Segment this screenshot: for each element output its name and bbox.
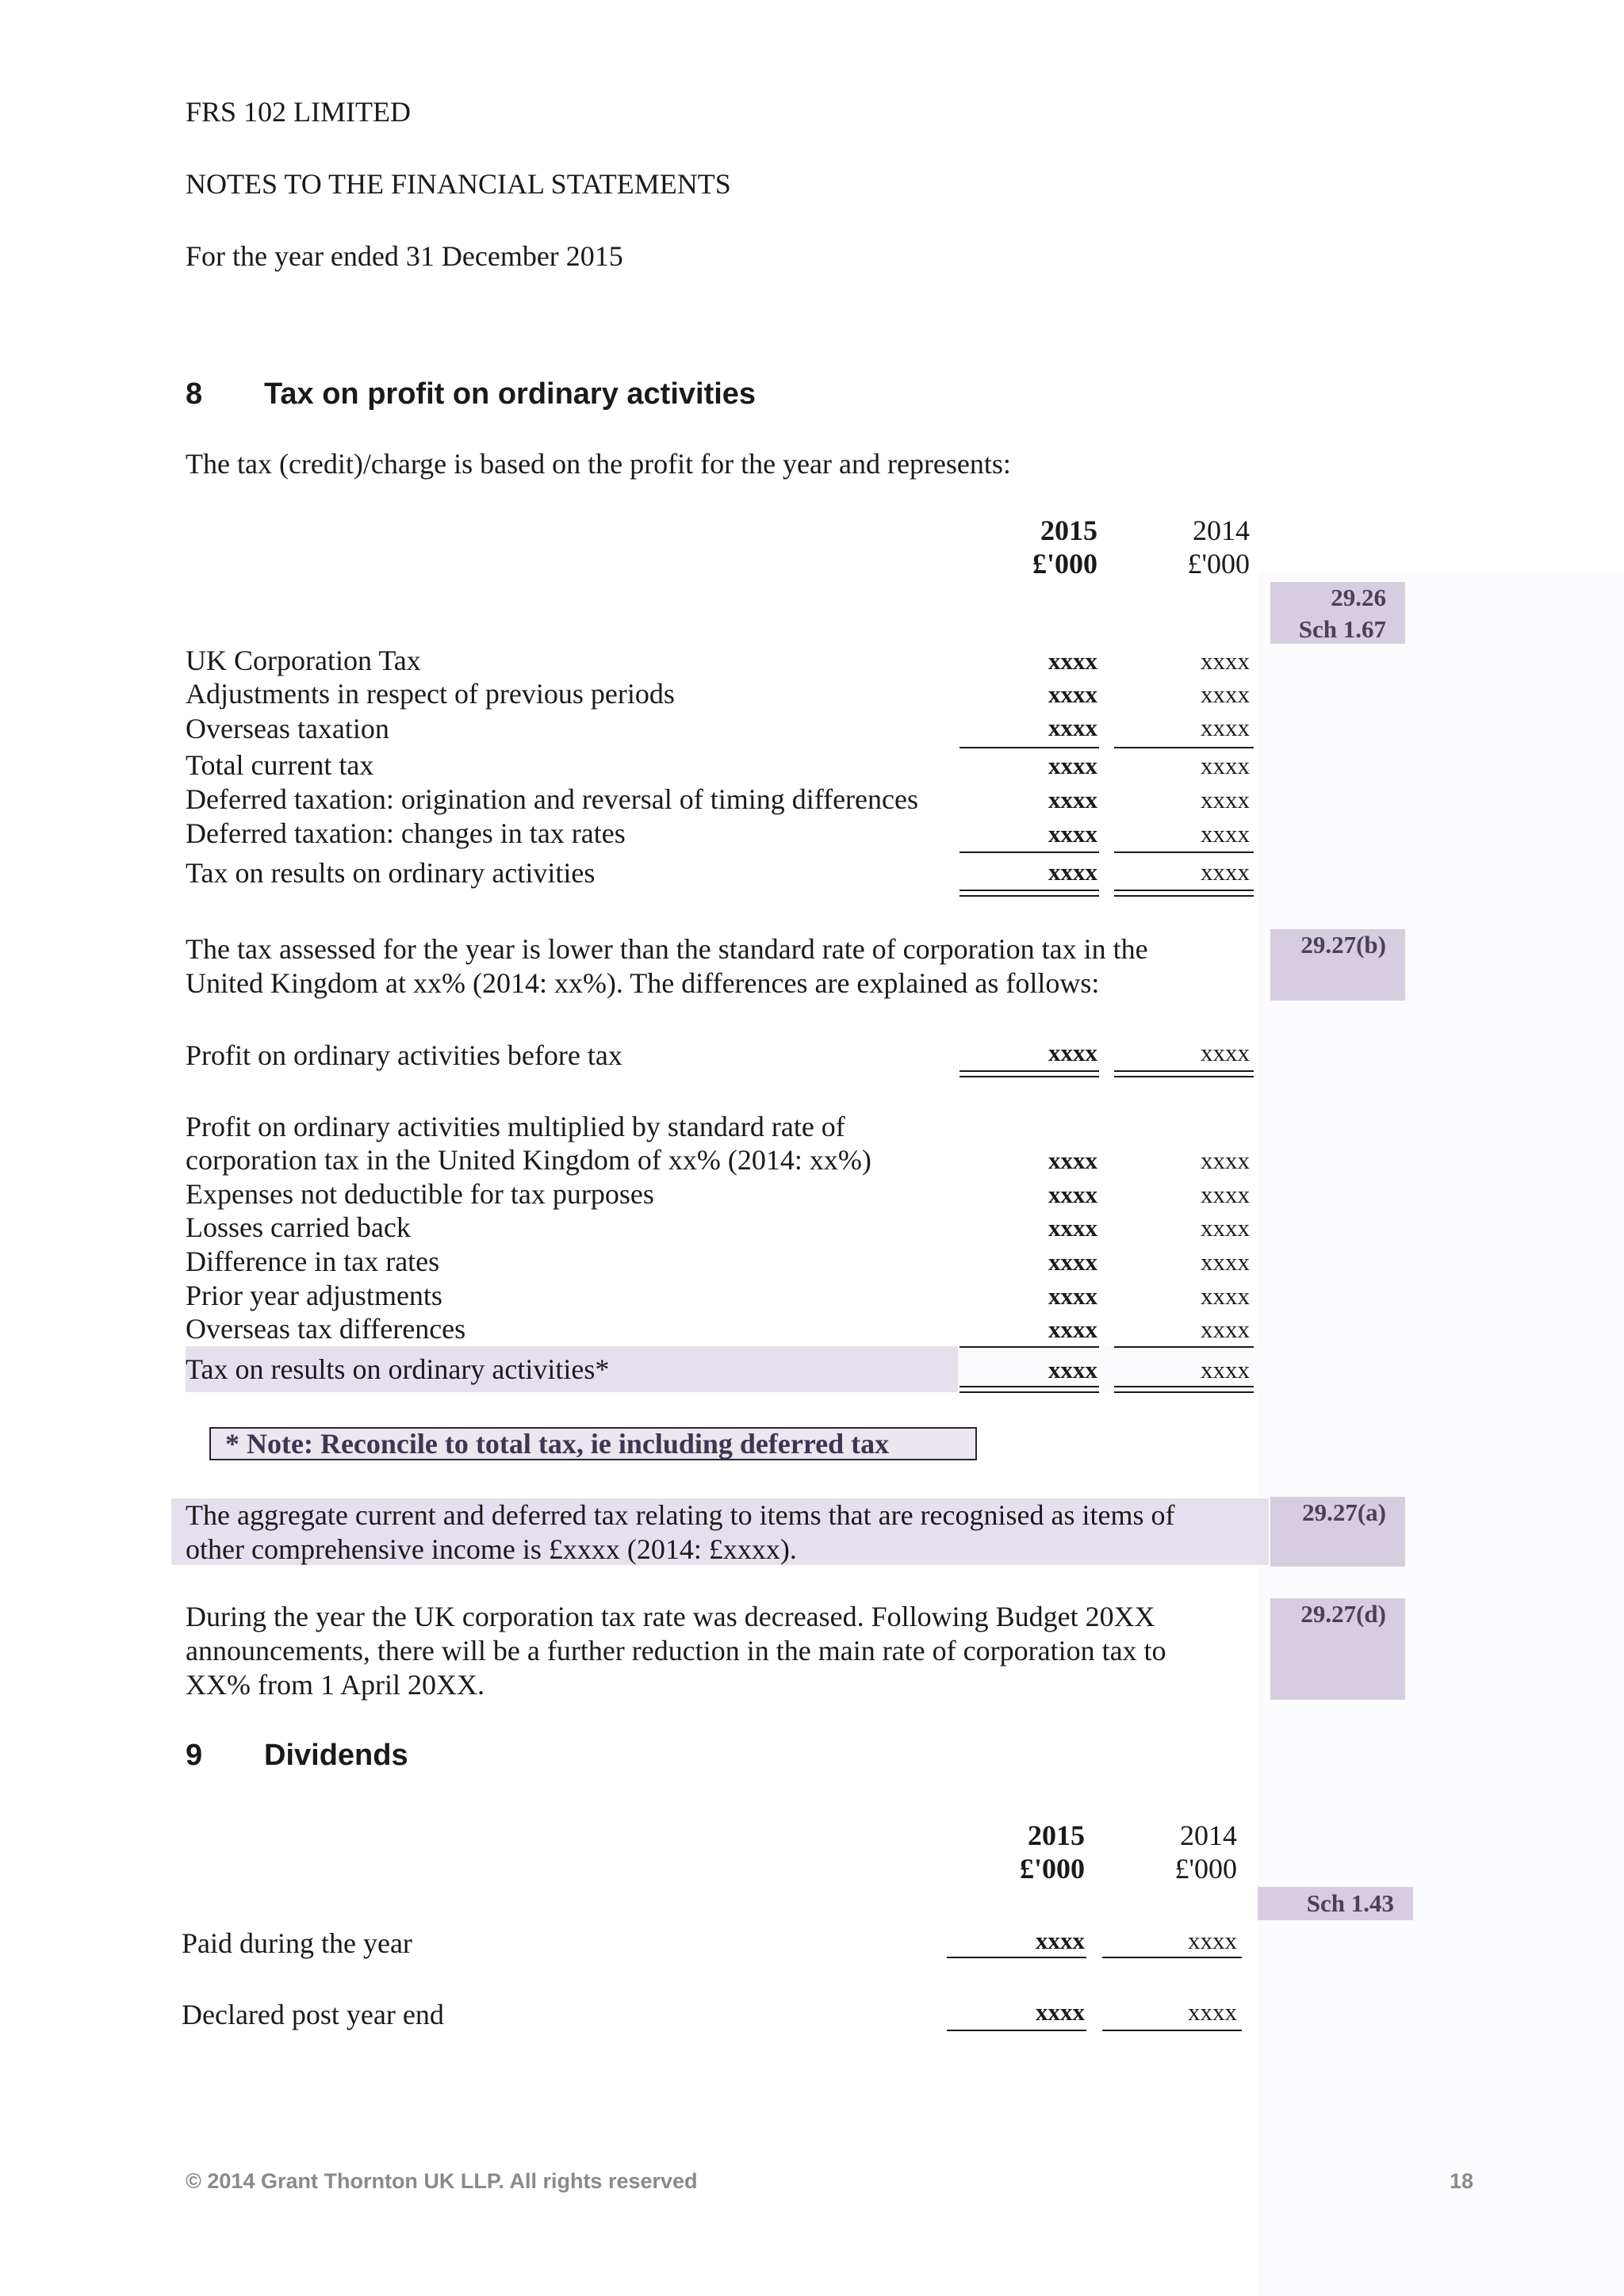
table-row-label: Tax on results on ordinary activities — [186, 857, 596, 889]
note-9-heading: Dividends — [264, 1739, 408, 1772]
profit-before-tax-2015: xxxx — [1048, 1039, 1097, 1066]
table-cell-2015: xxxx — [1048, 1282, 1097, 1310]
reconcile-note-text: * Note: Reconcile to total tax, ie including deferred tax — [225, 1428, 890, 1460]
reference-badge-29-27b — [1270, 929, 1405, 1001]
company-name: FRS 102 LIMITED — [186, 96, 412, 128]
table-row-label: Prior year adjustments — [186, 1280, 442, 1311]
table-cell-2014: xxxx — [1201, 1282, 1250, 1310]
period-text: For the year ended 31 December 2015 — [186, 240, 623, 272]
table-cell-2014: xxxx — [1201, 714, 1250, 741]
table-cell-2014: xxxx — [1201, 1146, 1250, 1174]
dividends-col-header-2015: 2015 — [1028, 1820, 1085, 1851]
table-cell-2015: xxxx — [1048, 820, 1097, 848]
dividend-rule-2014 — [1102, 2030, 1242, 2031]
table-cell-2015: xxxx — [1048, 1181, 1097, 1208]
table-cell-2015: xxxx — [1048, 858, 1097, 886]
table-cell-2014: xxxx — [1188, 1998, 1237, 2026]
reconcile-note-box — [209, 1427, 977, 1460]
profit-before-tax-label: Profit on ordinary activities before tax — [186, 1039, 622, 1071]
col-header-2014: 2014 — [1193, 515, 1250, 546]
note-8-intro: The tax (credit)/charge is based on the profit for the year and represents: — [186, 448, 1011, 480]
note-8-heading: Tax on profit on ordinary activities — [264, 377, 756, 411]
dividends-col-unit-2015: £'000 — [1019, 1853, 1085, 1885]
dividend-rule-2015 — [947, 2030, 1086, 2031]
subtotal-rule-2015 — [959, 1346, 1099, 1348]
rate-text-line-1: During the year the UK corporation tax rate was decreased. Following Budget 20XX — [186, 1601, 1155, 1632]
table-cell-2014: xxxx — [1201, 1248, 1250, 1276]
col-unit-2014: £'000 — [1187, 548, 1250, 580]
reference-column-background — [1258, 571, 1624, 2296]
total-double-rule-2014 — [1114, 890, 1254, 897]
reference-29-27b: 29.27(b) — [1300, 931, 1386, 959]
rate-text-line-2: announcements, there will be a further reduction in the main rate of corporation tax to — [186, 1635, 1166, 1667]
table-cell-2014: xxxx — [1201, 1181, 1250, 1208]
dividends-col-unit-2014: £'000 — [1174, 1853, 1237, 1885]
table-row-label: corporation tax in the United Kingdom of xx% (2014: xx%) — [186, 1144, 871, 1176]
table-row-label: Deferred taxation: origination and reversal of timing differences — [186, 783, 918, 815]
table-cell-2014: xxxx — [1201, 858, 1250, 886]
table-cell-2015: xxxx — [1036, 1927, 1085, 1954]
table-row-label: Overseas tax differences — [186, 1313, 466, 1345]
total-double-rule-2015 — [959, 890, 1099, 897]
table-cell-2014: xxxx — [1201, 1356, 1250, 1383]
reference-29-26: 29.26 — [1331, 584, 1386, 611]
table-cell-2014: xxxx — [1201, 752, 1250, 779]
table-cell-2014: xxxx — [1201, 786, 1250, 813]
table-row-label: Profit on ordinary activities multiplied by standard rate of — [186, 1111, 845, 1142]
dividend-rule-2014 — [1102, 1957, 1242, 1958]
table-row-label: Adjustments in respect of previous periods — [186, 678, 675, 710]
subtotal-rule-2014 — [1114, 1346, 1254, 1348]
oci-text-line-1: The aggregate current and deferred tax relating to items that are recognised as items of — [186, 1499, 1175, 1531]
table-row-label: Total current tax — [186, 749, 374, 781]
col-unit-2015: £'000 — [1032, 548, 1097, 580]
table-cell-2015: xxxx — [1048, 647, 1097, 675]
table-row-label: Difference in tax rates — [186, 1246, 440, 1277]
table-row-label: UK Corporation Tax — [186, 645, 421, 676]
reference-badge-29-27a — [1270, 1497, 1405, 1567]
table-cell-2015: xxxx — [1048, 1146, 1097, 1174]
page-number: 18 — [1450, 2169, 1474, 2193]
table-row-label: Deferred taxation: changes in tax rates — [186, 817, 626, 849]
oci-text-line-2: other comprehensive income is £xxxx (2014: £xxxx). — [186, 1533, 797, 1565]
col-header-2015: 2015 — [1040, 515, 1097, 546]
table-cell-2015: xxxx — [1048, 680, 1097, 708]
reference-29-27d: 29.27(d) — [1300, 1600, 1386, 1628]
reference-sch-1-67: Sch 1.67 — [1298, 615, 1386, 643]
total-double-rule-2014 — [1114, 1070, 1254, 1077]
table-cell-2014: xxxx — [1201, 1315, 1250, 1343]
table-cell-2015: xxxx — [1048, 714, 1097, 741]
table-row-label: Expenses not deductible for tax purposes — [186, 1178, 654, 1210]
reconciliation-text-line-2: United Kingdom at xx% (2014: xx%). The differences are explained as follows: — [186, 967, 1100, 999]
table-cell-2014: xxxx — [1201, 820, 1250, 848]
reference-29-27a: 29.27(a) — [1302, 1498, 1386, 1526]
subtotal-rule-2015 — [959, 851, 1099, 853]
reference-sch-1-43: Sch 1.43 — [1306, 1889, 1394, 1917]
reconciliation-text-line-1: The tax assessed for the year is lower than the standard rate of corporation tax in the — [186, 933, 1148, 965]
table-cell-2015: xxxx — [1048, 1315, 1097, 1343]
total-double-rule-2014 — [1114, 1386, 1254, 1393]
total-double-rule-2015 — [959, 1070, 1099, 1077]
profit-before-tax-2014: xxxx — [1201, 1039, 1250, 1066]
table-row-label: Losses carried back — [186, 1211, 411, 1243]
table-cell-2014: xxxx — [1188, 1927, 1237, 1954]
table-cell-2015: xxxx — [1048, 752, 1097, 779]
table-cell-2014: xxxx — [1201, 1214, 1250, 1242]
subtotal-rule-2014 — [1114, 851, 1254, 853]
document-title: NOTES TO THE FINANCIAL STATEMENTS — [186, 168, 731, 200]
table-row-label: Overseas taxation — [186, 713, 389, 744]
reference-badge-29-27d — [1270, 1598, 1405, 1700]
note-8-number: 8 — [186, 377, 203, 411]
table-cell-2015: xxxx — [1048, 1356, 1097, 1383]
table-cell-2015: xxxx — [1048, 1248, 1097, 1276]
total-double-rule-2015 — [959, 1386, 1099, 1393]
table-cell-2015: xxxx — [1048, 1214, 1097, 1242]
table-cell-2015: xxxx — [1048, 786, 1097, 813]
rate-text-line-3: XX% from 1 April 20XX. — [186, 1669, 485, 1701]
table-row-label: Tax on results on ordinary activities* — [186, 1353, 610, 1385]
footer-copyright: © 2014 Grant Thornton UK LLP. All rights reserved — [186, 2169, 698, 2193]
dividends-col-header-2014: 2014 — [1180, 1820, 1237, 1851]
table-cell-2014: xxxx — [1201, 680, 1250, 708]
table-row-label: Paid during the year — [182, 1927, 412, 1959]
table-cell-2015: xxxx — [1036, 1998, 1085, 2026]
dividend-rule-2015 — [947, 1957, 1086, 1958]
table-cell-2014: xxxx — [1201, 647, 1250, 675]
reference-badge-sch-1-43 — [1258, 1887, 1413, 1920]
reference-badge-29-26 — [1270, 582, 1405, 644]
table-row-label: Declared post year end — [182, 1999, 444, 2030]
note-9-number: 9 — [186, 1739, 203, 1772]
